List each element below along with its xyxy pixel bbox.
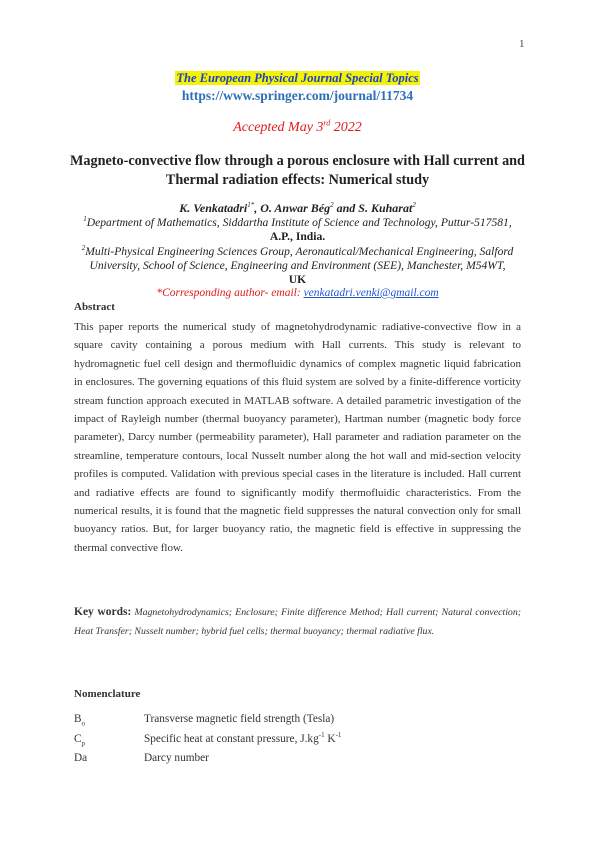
unit-mid: K [324,733,336,745]
nomenclature-row [74,733,521,749]
symbol-base: B [74,713,82,725]
title-line-1: Magneto-convective flow through a porous enclosure with Hall current and [70,153,525,169]
nomenclature-definition [144,733,341,745]
abstract-text: This paper reports the numerical study of magnetohydrodynamic radiative-convective flow in a square cavity containing a porous medium with Hall currents. This study is relevant to hydromagnetic fuel cell design and thermofluidic dynamics of complex magnetic liquid fabrication in enclosures. The governing equations of this fluid system are solved by a finite-difference vorticity stream function approach executed in MATLAB software. A detailed parametric investigation of the impact of Rayleigh number (thermal buoyancy parameter), Hartman number (magnetic body force parameter), Darcy number (permeability parameter), Hall parameter and radiation parameter on the streamline, temperature contours, local Nusselt number along the hot wall and mid-section velocity profiles is computed. Validation with previous special cases in the literature is included. Hall current and radiative effects are found to significantly modify thermofluidic characteristics. From the numerical results, it is found that the magnetic field suppresses the natural convection only for small buoyancy ratios. But, for larger buoyancy ratio, the magnetic field is effective in suppressing the thermal convective flow. [74,321,521,554]
corresponding-email-link[interactable]: venkatadri.venki@gmail.com [303,287,439,299]
journal-name: The European Physical Journal Special Topics [176,71,419,85]
definition-text: Specific heat at constant pressure, J.kg [144,733,319,745]
author-2-sup: 2 [330,201,334,209]
author-list [0,201,595,216]
affiliation-1-line-2: A.P., India. [269,230,326,243]
symbol-subscript: o [81,719,86,728]
corresponding-author [0,287,595,299]
symbol-base: C [74,733,82,745]
author-2-name: , O. Anwar Bég [254,201,331,215]
unit-exponent-2: -1 [335,731,342,740]
journal-url-link[interactable]: https://www.springer.com/journal/11734 [181,88,414,103]
nomenclature-symbol [74,752,87,764]
page-number: 1 [519,38,525,50]
title-line-2: Thermal radiation effects: Numerical study [165,172,430,188]
journal-url-line [0,88,595,104]
author-1-name: K. Venkatadri [179,201,248,215]
unit-exponent-1: -1 [318,731,325,740]
accepted-prefix: Accepted May 3 [233,120,324,135]
affiliation-1-text-1: Department of Mathematics, Siddartha Institute of Science and Technology, Puttur-517581, [86,216,512,229]
affiliation-2-line-1 [0,245,595,259]
nomenclature-symbol [74,733,86,748]
accepted-date [0,120,595,136]
keywords-label: Key words: [74,606,132,618]
accepted-year: 2022 [330,120,362,135]
abstract-heading: Abstract [74,301,115,313]
affiliation-2-line-2: University, School of Science, Engineering and Environment (SEE), Manchester, M54WT, [89,259,506,272]
nomenclature-symbol [74,713,86,728]
author-1-sup: 1* [247,201,255,209]
author-3-sup: 2 [412,201,416,209]
corresponding-label: *Corresponding author- email: [156,287,304,299]
author-3-name: and S. Kuharat [333,201,413,215]
nomenclature-definition: Darcy number [144,752,209,764]
keywords [74,603,521,642]
nomenclature-definition: Transverse magnetic field strength (Tesla) [144,713,335,725]
journal-name-line [0,71,595,86]
nomenclature-heading: Nomenclature [74,688,141,700]
affiliation-1-line-1 [0,216,595,230]
nomenclature-row [74,713,521,729]
affiliation-2-sup: 2 [81,244,86,253]
symbol-subscript: p [81,739,86,748]
affiliation-1 [0,216,595,244]
paper-title [0,152,595,190]
accepted-ordinal: rd [323,118,331,128]
symbol-base: Da [74,752,88,764]
affiliation-1-sup: 1 [83,215,87,224]
affiliation-2-text-1: Multi-Physical Engineering Sciences Group, Aeronautical/Mechanical Engineering, Salford [85,245,514,258]
nomenclature-row [74,752,521,768]
affiliation-2 [0,245,595,287]
keywords-text: Magnetohydrodynamics; Enclosure; Finite difference Method; Hall current; Natural convection; Heat Transfer; Nusselt number; hybrid fuel cells; thermal buoyancy; thermal radiative flux. [74,607,521,638]
affiliation-2-line-3: UK [288,273,307,286]
